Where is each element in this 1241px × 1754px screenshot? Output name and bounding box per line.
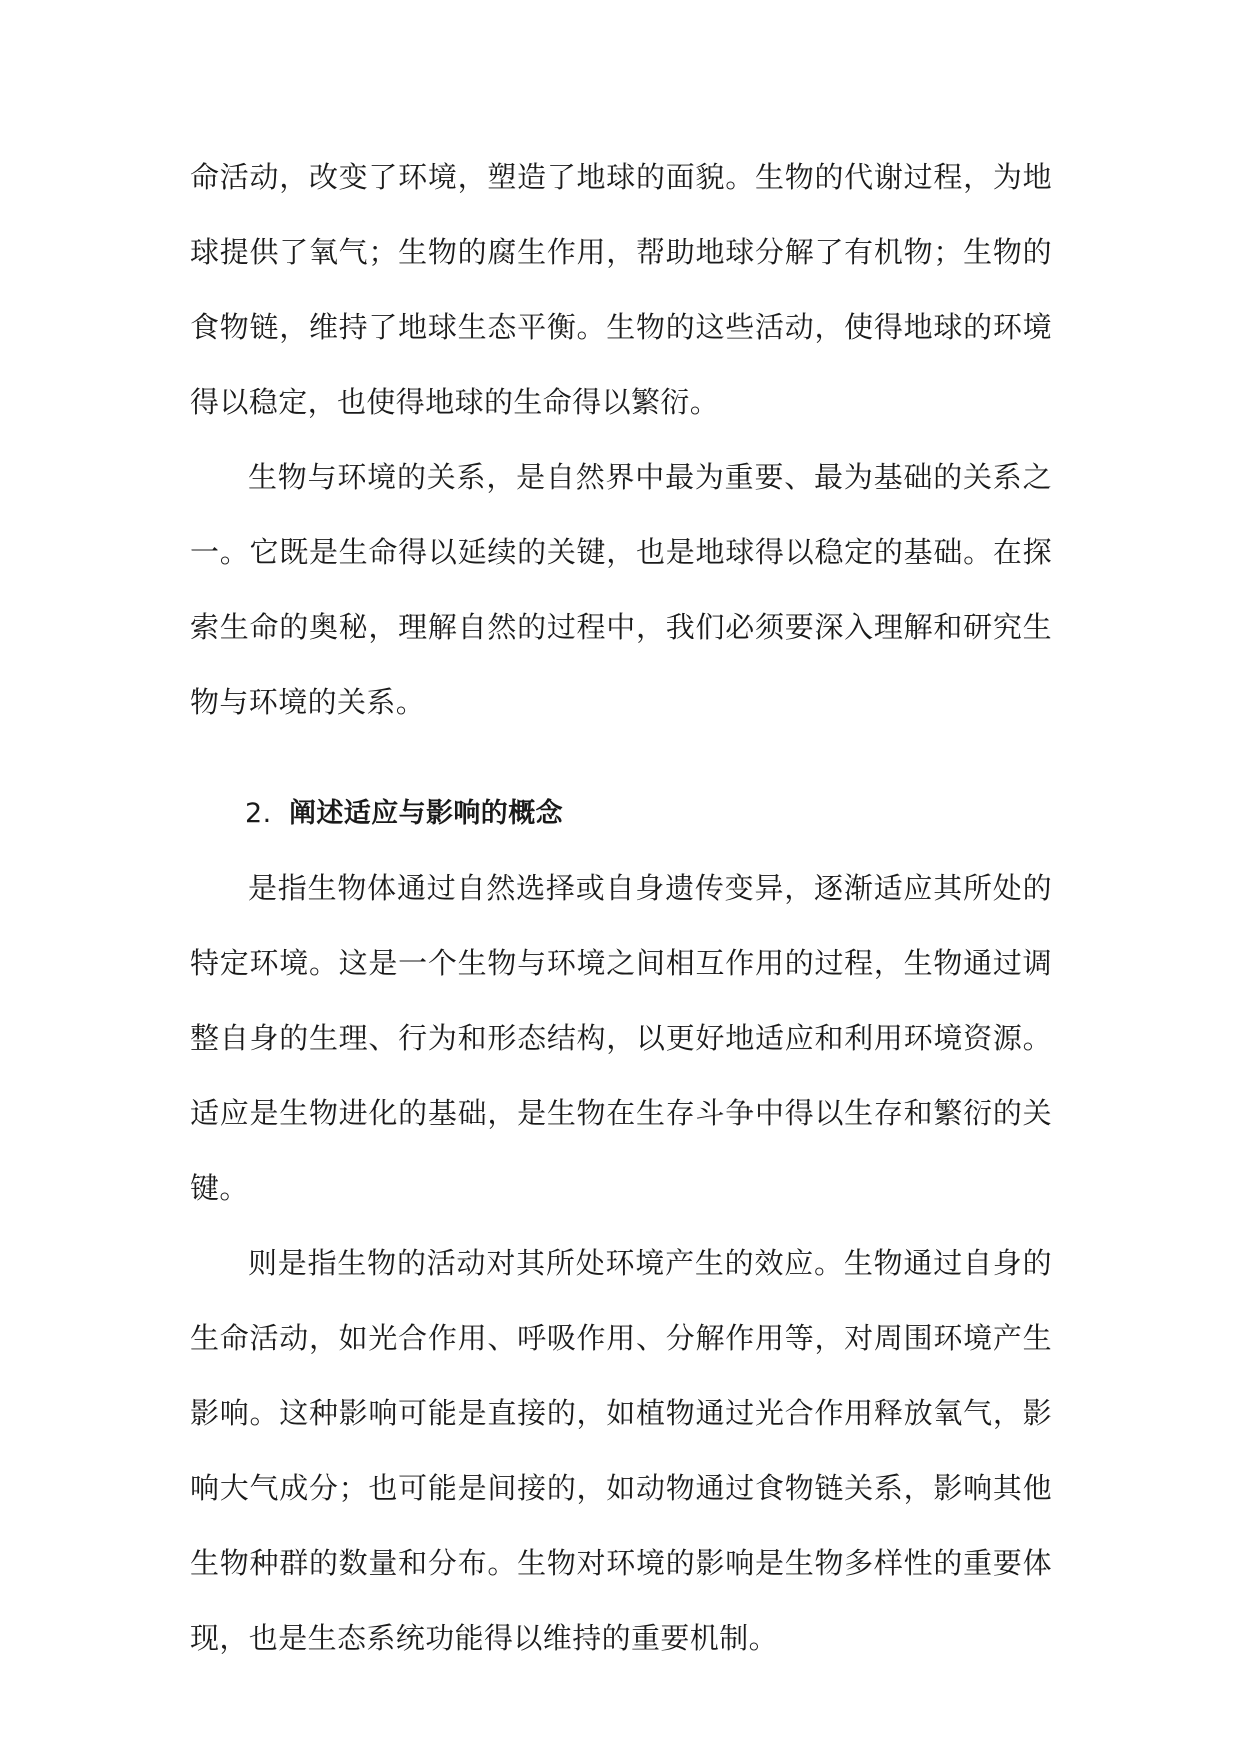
body-paragraph-3: 是指生物体通过自然选择或自身遗传变异，逐渐适应其所处的特定环境。这是一个生物与环境之间相互作用的过程，生物通过调整自身的生理、行为和形态结构，以更好地适应和利用环境资源。适应是生物进化的基础，是生物在生存斗争中得以生存和繁衍的关键。 [190, 871, 1052, 1205]
body-paragraph-4: 则是指生物的活动对其所处环境产生的效应。生物通过自身的生命活动，如光合作用、呼吸作用、分解作用等，对周围环境产生影响。这种影响可能是直接的，如植物通过光合作用释放氧气，影响大气成分；也可能是间接的，如动物通过食物链关系，影响其他生物种群的数量和分布。生物对环境的影响是生物多样性的重要体现，也是生态系统功能得以维持的重要机制。 [190, 1246, 1052, 1655]
body-paragraph-2: 生物与环境的关系，是自然界中最为重要、最为基础的关系之一。它既是生命得以延续的关键，也是地球得以稳定的基础。在探索生命的奥秘，理解自然的过程中，我们必须要深入理解和研究生物与环境的关系。 [190, 460, 1052, 719]
section-spacer [190, 740, 1052, 776]
section-heading [190, 776, 1052, 851]
document-page [190, 140, 1052, 1676]
section-title: 阐述适应与影响的概念 [289, 798, 563, 829]
section-number: 2. [245, 798, 272, 829]
body-paragraph-1: 命活动，改变了环境，塑造了地球的面貌。生物的代谢过程，为地球提供了氧气；生物的腐生作用，帮助地球分解了有机物；生物的食物链，维持了地球生态平衡。生物的这些活动，使得地球的环境得以稳定，也使得地球的生命得以繁衍。 [190, 160, 1052, 419]
